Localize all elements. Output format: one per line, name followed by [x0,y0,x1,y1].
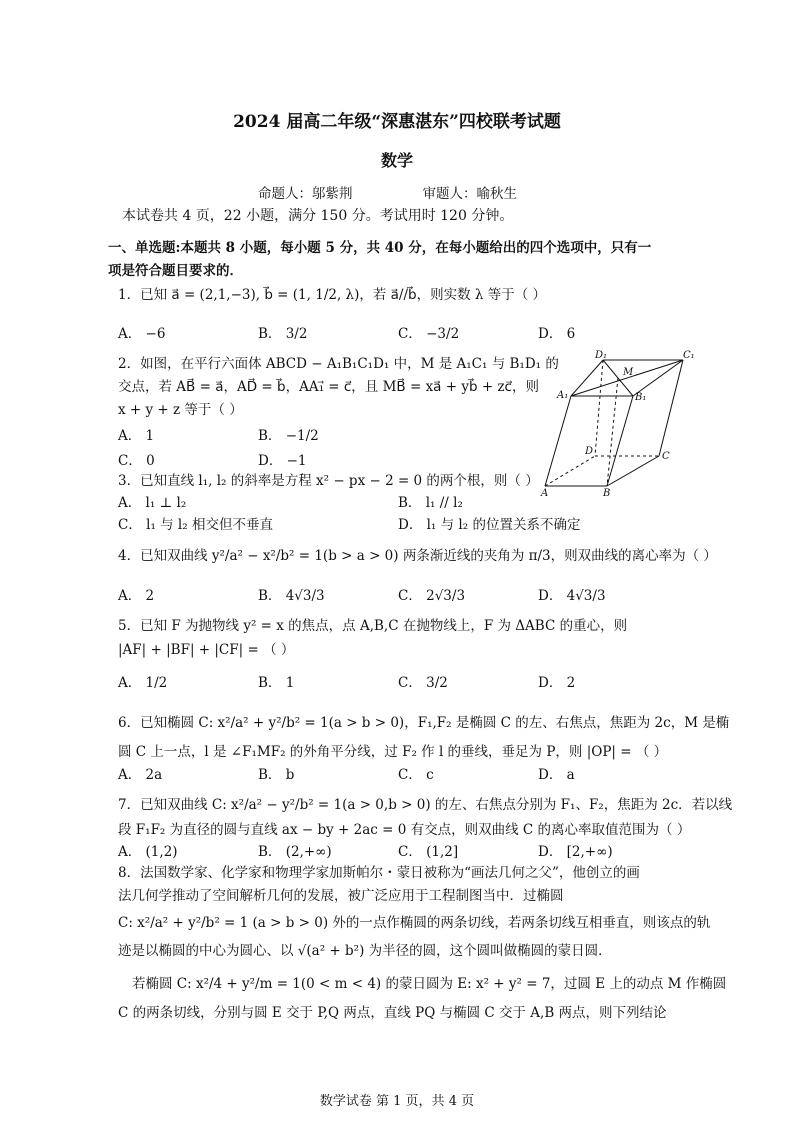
reviewer: 审题人：喻秋生 [422,186,517,202]
edge-D1D [595,360,603,456]
q1-stem: 1．已知 a⃗ = (2,1,−3), b⃗ = (1, 1/2, λ)，若 a⃗//b⃗，则实数 λ 等于（ ） [118,287,547,303]
q4-option-c: C． 2√3/3 [398,588,466,604]
exam-meta [258,182,517,202]
q2-option-c: C． 0 [118,453,155,469]
page-footer: 数学试卷 第 1 页，共 4 页 [319,1094,475,1109]
q7-option-b: B． (2,+∞) [258,844,332,860]
q3-stem: 3．已知直线 l₁, l₂ 的斜率是方程 x² − px − 2 = 0 的两个根，则（ ） [118,473,539,489]
label-D: D [585,446,594,457]
q8-line2: 法几何学推动了空间解析几何的发展，被广泛应用于工程制图当中．过椭圆 [118,888,564,904]
q7-option-d: D． [2,+∞) [538,844,613,860]
q6-option-c: C． c [398,767,434,783]
q3-option-d: D． l₁ 与 l₂ 的位置关系不确定 [398,517,581,533]
section-heading-line1: 一、单选题:本题共 8 小题，每小题 5 分，共 40 分，在每小题给出的四个选项中，只有一 [108,240,652,256]
q4-option-a: A． 2 [118,588,155,604]
q8-line6: C 的两条切线，分别与圆 E 交于 P,Q 两点，直线 PQ 与椭圆 C 交于 A,B 两点，则下列结论 [118,1005,667,1021]
q5-line1: 5．已知 F 为抛物线 y² = x 的焦点，点 A,B,C 在抛物线上，F 为 ΔABC 的重心，则 [118,618,628,634]
q6-line1: 6．已知椭圆 C: x²/a² + y²/b² = 1(a > b > 0)，F₁,F₂ 是椭圆 C 的左、右焦点，焦距为 2c，M 是椭 [118,715,730,731]
q4-option-d: D． 4√3/3 [538,588,606,604]
q2-line2: 交点，若 AB⃗ = a⃗，AD⃗ = b⃗，AA₁⃗ = c⃗，且 MB⃗ = xa⃗ + yb⃗ + zc⃗，则 [118,379,539,395]
q5-option-d: D． 2 [538,675,576,691]
label-D1: D₁ [595,350,608,361]
label-M: M [623,367,634,378]
q3-option-c: C． l₁ 与 l₂ 相交但不垂直 [118,517,273,533]
q6-option-a: A． 2a [118,767,163,783]
label-C1: C₁ [683,350,695,361]
q4-option-b: B． 4√3/3 [258,588,325,604]
q8-line3: C: x²/a² + y²/b² = 1 (a > b > 0) 外的一点作椭圆的两条切线，若两条切线互相垂直，则该点的轨 [118,915,711,931]
q2-option-a: A． 1 [118,428,155,444]
label-B: B [603,488,611,498]
edge-B1B [607,396,633,486]
q3-option-a: A． l₁ ⊥ l₂ [118,495,187,511]
page-title: 2024 届高二年级“深惠湛东”四校联考试题 [233,112,561,132]
q8-line5: 若椭圆 C: x²/4 + y²/m = 1(0 < m < 4) 的蒙日圆为 E: x² + y² = 7，过圆 E 上的动点 M 作椭圆 [132,976,727,992]
exam-info: 本试卷共 4 页，22 小题，满分 150 分。考试用时 120 分钟。 [122,208,514,224]
q8-line1: 8．法国数学家、化学家和物理学家加斯帕尔・蒙日被称为“画法几何之父”，他创立的画 [118,865,640,881]
q2-line1: 2．如图，在平行六面体 ABCD − A₁B₁C₁D₁ 中，M 是 A₁C₁ 与 B₁D₁ 的 [118,356,559,372]
label-A1: A₁ [557,390,569,401]
q2-option-d: D． −1 [258,453,307,469]
q1-option-a: A． −6 [118,326,166,342]
setter: 命题人：邬紫荆 [258,186,353,202]
subject-title: 数学 [380,151,413,170]
q2-line3: x + y + z 等于（ ） [118,402,243,418]
diag-A1C1 [571,360,683,396]
parallelepiped-figure [533,348,703,498]
q1-option-b: B． 3/2 [258,326,308,342]
q4-stem: 4．已知双曲线 y²/a² − x²/b² = 1(b > a > 0) 两条渐近线的夹角为 π/3，则双曲线的离心率为（ ） [118,548,717,564]
q2-option-b: B． −1/2 [258,428,319,444]
label-A: A [541,488,549,498]
q3-option-b: B． l₁ // l₂ [398,495,463,511]
q5-option-c: C． 3/2 [398,675,448,691]
q7-option-a: A． (1,2) [118,844,178,860]
q7-option-c: C． (1,2] [398,844,459,860]
label-C: C [662,451,670,462]
q5-line2: |AF| + |BF| + |CF| = （ ） [118,642,295,658]
q7-line2: 段 F₁F₂ 为直径的圆与直线 ax − by + 2ac = 0 有交点，则双曲线 C 的离心率取值范围为（ ） [118,822,691,838]
q7-line1: 7．已知双曲线 C: x²/a² − y²/b² = 1(a > 0,b > 0) 的左、右焦点分别为 F₁、F₂，焦距为 2c．若以线 [118,797,733,813]
q1-option-c: C． −3/2 [398,326,460,342]
q5-option-a: A． 1/2 [118,675,168,691]
segment-MB [607,378,618,486]
q1-option-d: D． 6 [538,326,576,342]
label-B1: B₁ [635,392,647,403]
q6-option-b: B． b [258,767,295,783]
q5-option-b: B． 1 [258,675,295,691]
q8-line4: 迹是以椭圆的中心为圆心、以 √(a² + b²) 为半径的圆，这个圆叫做椭圆的蒙日圆． [118,943,612,959]
q6-line2: 圆 C 上一点，l 是 ∠F₁MF₂ 的外角平分线，过 F₂ 作 l 的垂线，垂足为 P，则 |OP| = （ ） [118,744,668,760]
section-heading-line2: 项是符合题目要求的． [108,263,243,279]
q6-option-d: D． a [538,767,575,783]
